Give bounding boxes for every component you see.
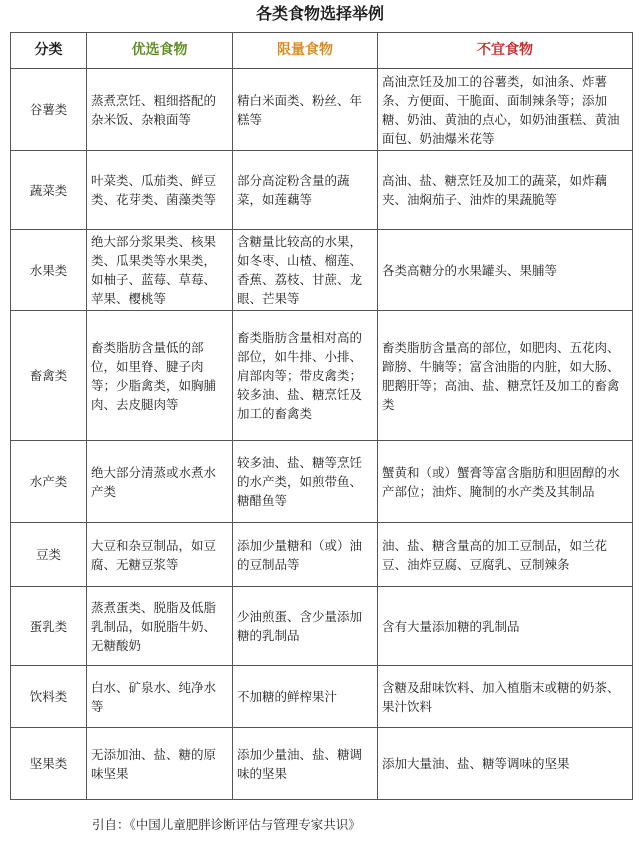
limited-cell: 精白米面类、粉丝、年糕等 [233, 69, 378, 151]
avoid-cell: 含有大量添加糖的乳制品 [378, 587, 633, 666]
category-cell: 水果类 [11, 230, 87, 311]
avoid-cell: 畜类脂肪含量高的部位，如肥肉、五花肉、蹄膀、牛腩等；富含油脂的内脏，如大肠、肥鹅肝等；高油、盐、糖烹饪及加工的畜禽类 [378, 311, 633, 441]
limited-cell: 少油煎蛋、含少量添加糖的乳制品 [233, 587, 378, 666]
avoid-cell: 高油烹饪及加工的谷薯类，如油条、炸薯条、方便面、干脆面、面制辣条等；添加糖、奶油、黄油的点心，如奶油蛋糕、黄油面包、奶油爆米花等 [378, 69, 633, 151]
preferred-cell: 无添加油、盐、糖的原味坚果 [87, 728, 233, 800]
limited-cell: 较多油、盐、糖等烹饪的水产类，如煎带鱼、糖醋鱼等 [233, 441, 378, 523]
avoid-cell: 高油、盐、糖烹饪及加工的蔬菜，如炸藕夹、油焖茄子、油炸的果蔬脆等 [378, 151, 633, 230]
limited-cell: 不加糖的鲜榨果汁 [233, 666, 378, 728]
limited-cell: 添加少量糖和（或）油的豆制品等 [233, 523, 378, 587]
category-cell: 豆类 [11, 523, 87, 587]
preferred-cell: 绝大部分清蒸或水煮水产类 [87, 441, 233, 523]
category-cell: 坚果类 [11, 728, 87, 800]
preferred-cell: 畜类脂肪含量低的部位，如里脊、腱子肉等；少脂禽类，如胸脯肉、去皮腿肉等 [87, 311, 233, 441]
table-row [11, 230, 633, 311]
food-selection-table [10, 32, 633, 800]
source-citation: 引自：《中国儿童肥胖诊断评估与管理专家共识》 [92, 817, 361, 832]
preferred-cell: 蒸煮蛋类、脱脂及低脂乳制品，如脱脂牛奶、无糖酸奶 [87, 587, 233, 666]
table-row [11, 587, 633, 666]
limited-cell: 含糖量比较高的水果，如冬枣、山楂、榴莲、香蕉、荔枝、甘蔗、龙眼、芒果等 [233, 230, 378, 311]
header-category: 分类 [11, 33, 87, 69]
avoid-cell: 蟹黄和（或）蟹膏等富含脂肪和胆固醇的水产部位；油炸、腌制的水产类及其制品 [378, 441, 633, 523]
header-preferred: 优选食物 [87, 33, 233, 69]
table-header-row [11, 33, 633, 69]
limited-cell: 部分高淀粉含量的蔬菜，如莲藕等 [233, 151, 378, 230]
header-avoid: 不宜食物 [378, 33, 633, 69]
table-row [11, 151, 633, 230]
table-row [11, 666, 633, 728]
avoid-cell: 添加大量油、盐、糖等调味的坚果 [378, 728, 633, 800]
preferred-cell: 绝大部分浆果类、核果类、瓜果类等水果类，如柚子、蓝莓、草莓、苹果、樱桃等 [87, 230, 233, 311]
preferred-cell: 大豆和杂豆制品，如豆腐、无糖豆浆等 [87, 523, 233, 587]
table-row [11, 311, 633, 441]
limited-cell: 畜类脂肪含量相对高的部位，如牛排、小排、肩部肉等；带皮禽类；较多油、盐、糖烹饪及加工的畜禽类 [233, 311, 378, 441]
category-cell: 蛋乳类 [11, 587, 87, 666]
avoid-cell: 油、盐、糖含量高的加工豆制品，如兰花豆、油炸豆腐、豆腐乳、豆制辣条 [378, 523, 633, 587]
preferred-cell: 叶菜类、瓜茄类、鲜豆类、花芽类、菌藻类等 [87, 151, 233, 230]
preferred-cell: 白水、矿泉水、纯净水等 [87, 666, 233, 728]
preferred-cell: 蒸煮烹饪、粗细搭配的杂米饭、杂粮面等 [87, 69, 233, 151]
category-cell: 蔬菜类 [11, 151, 87, 230]
table-row [11, 441, 633, 523]
category-cell: 畜禽类 [11, 311, 87, 441]
table-row [11, 69, 633, 151]
avoid-cell: 含糖及甜味饮料、加入植脂末或糖的奶茶、果汁饮料 [378, 666, 633, 728]
avoid-cell: 各类高糖分的水果罐头、果脯等 [378, 230, 633, 311]
category-cell: 水产类 [11, 441, 87, 523]
header-limited: 限量食物 [233, 33, 378, 69]
category-cell: 饮料类 [11, 666, 87, 728]
page-title: 各类食物选择举例 [255, 4, 384, 23]
table-row [11, 728, 633, 800]
table-row [11, 523, 633, 587]
limited-cell: 添加少量油、盐、糖调味的坚果 [233, 728, 378, 800]
category-cell: 谷薯类 [11, 69, 87, 151]
